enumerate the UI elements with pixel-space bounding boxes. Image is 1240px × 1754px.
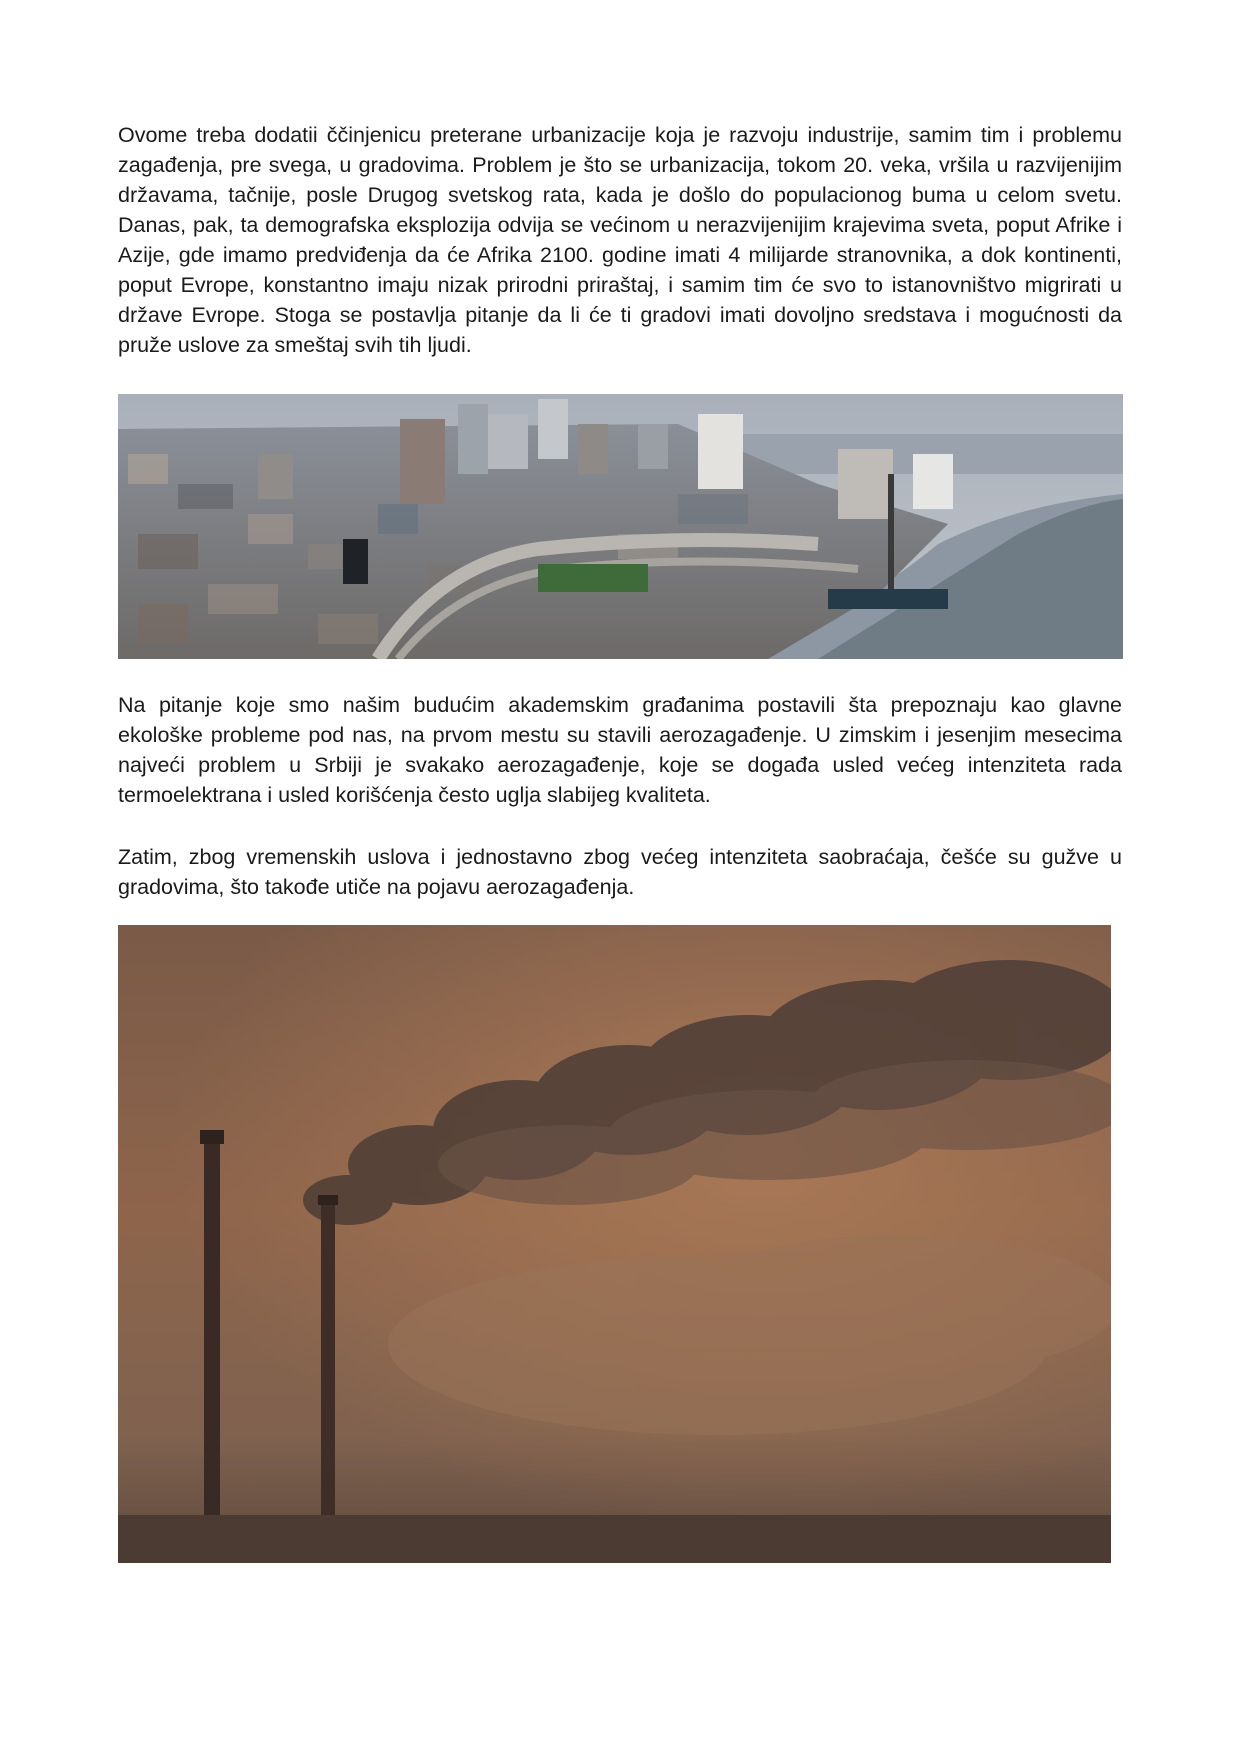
- city-skyline-photo: [118, 394, 1123, 659]
- smokestacks-photo: [118, 925, 1111, 1563]
- paragraph-air-pollution: Na pitanje koje smo našim budućim akademskim građanima postavili šta prepoznaju kao glavne ekološke probleme pod nas, na prvom mestu su stavili aerozagađenje. U zimskim i jesenjim mesecima najveći problem u Srbiji je svakako aerozagađenje, koje se događa usled većeg intenziteta rada termoelektrana i usled korišćenja često uglja slabijeg kvaliteta.: [118, 693, 1122, 807]
- paragraph-traffic: Zatim, zbog vremenskih uslova i jednostavno zbog većeg intenziteta saobraćaja, češće su gužve u gradovima, što takođe utiče na pojavu aerozagađenja.: [118, 845, 1122, 899]
- paragraph-urbanization: Ovome treba dodatii ččinjenicu preterane urbanizacije koja je razvoju industrije, samim tim i problemu zagađenja, pre svega, u gradovima. Problem je što se urbanizacija, tokom 20. veka, vršila u razvijenijim državama, tačnije, posle Drugog svetskog rata, kada je došlo do populacionog buma u celom svetu. Danas, pak, ta demografska eksplozija odvija se većinom u nerazvijenijim krajevima sveta, poput Afrike i Azije, gde imamo predviđenja da će Afrika 2100. godine imati 4 milijarde stranovnika, a dok kontinenti, poput Evrope, konstantno imaju nizak prirodni priraštaj, i samim tim će svo to istanovništvo migrirati u države Evrope. Stoga se postavlja pitanje da li će ti gradovi imati dovoljno sredstava i mogućnosti da pruže uslove za smeštaj svih tih ljudi.: [118, 123, 1122, 357]
